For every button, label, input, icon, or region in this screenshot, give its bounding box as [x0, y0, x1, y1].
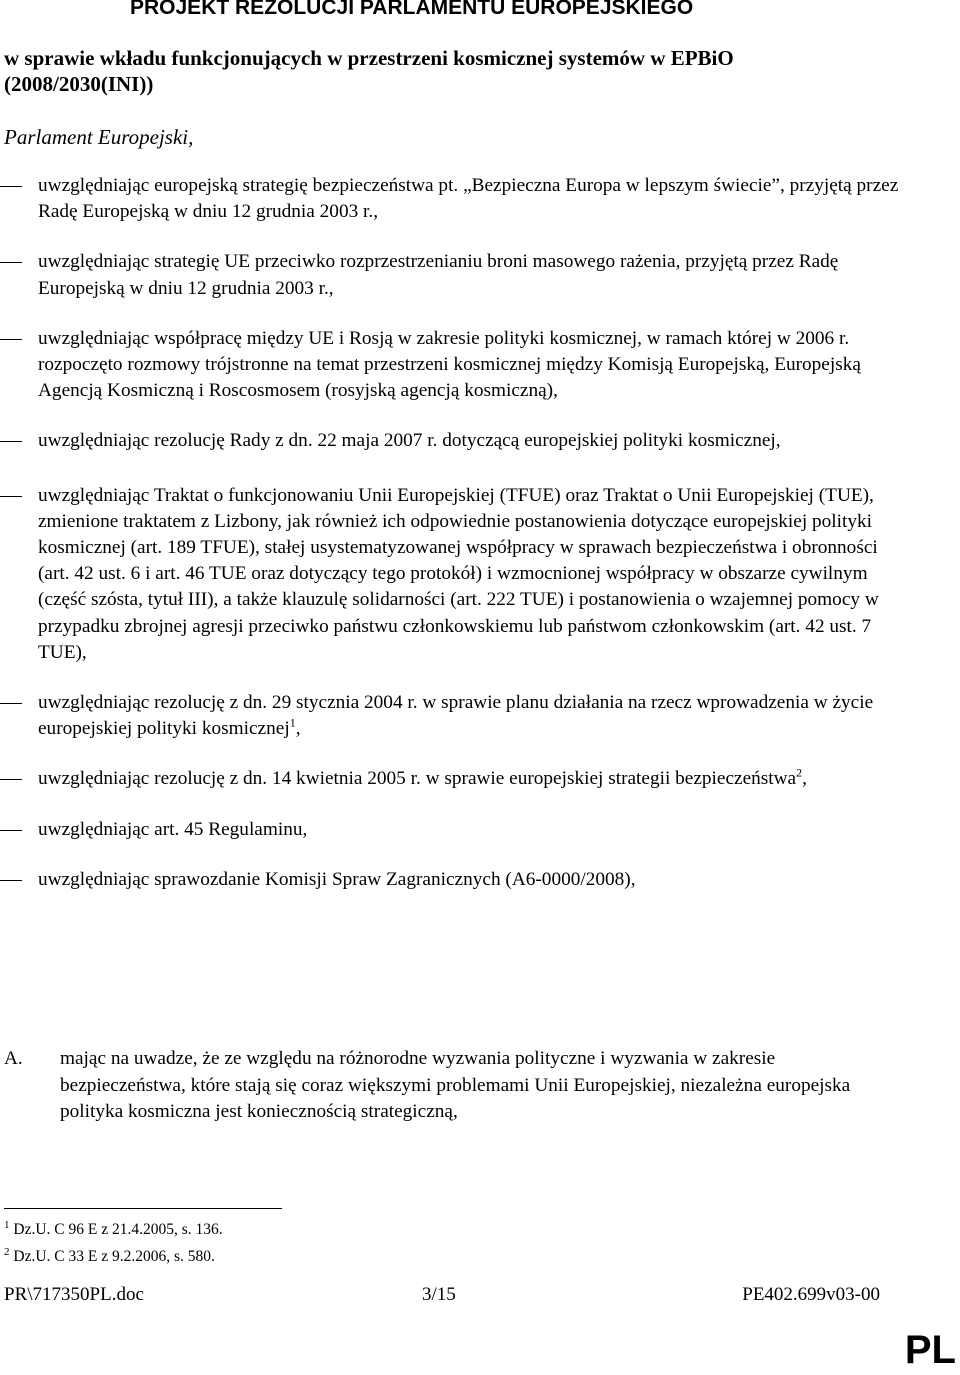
dash-bullet [0, 339, 22, 340]
citation-suffix: , [295, 718, 301, 740]
footnote-text: Dz.U. C 33 E z 9.2.2006, s. 580. [13, 1248, 215, 1266]
dash-bullet [0, 779, 22, 780]
footer-page-number: 3/15 [422, 1284, 456, 1305]
recital-text: mając na uwadze, że ze względu na różnorodne wyzwania polityczne i wyzwania w zakresie bezpieczeństwa, które stają się coraz większymi problemami Unii Europejskiej, niezależna europejska polityka kosmiczna jest koniecznością strategiczną, [60, 1048, 851, 1122]
citation-text: uwzględniając strategię UE przeciwko rozprzestrzenianiu broni masowego rażenia, przyjętą przez Radę Europejską w dniu 12 grudnia 2003 r., [38, 251, 839, 299]
footer-filename: PR\717350PL.doc [4, 1284, 144, 1305]
document-title: PROJEKT REZOLUCJI PARLAMENTU EUROPEJSKIEGO [130, 0, 694, 19]
document-subtitle: w sprawie wkładu funkcjonujących w przestrzeni kosmicznej systemów w EPBiO (2008/2030(INI)) [4, 46, 734, 96]
citation-text: uwzględniając Traktat o funkcjonowaniu Unii Europejskiej (TFUE) oraz Traktat o Unii Europejskiej (TUE), zmienione traktatem z Lizbony, jak również ich odpowiednie postanowienia dotyczące europejskiej polityki kosmicznej (art. 189 TFUE), stałej usystematyzowanej współpracy w sprawach bezpieczeństwa i obronności (art. 42 ust. 6 i art. 46 TUE oraz dotyczący tego protokół) i wzmocnionej współpracy w obszarze cywilnym (część szósta, tytuł III), a także klauzulę solidarności (art. 222 TUE) i postanowienia o wzajemnej pomocy w przypadku zbrojnej agresji przeciwko państwu członkowskiemu lub państwom członkowskim (art. 42 ust. 7 TUE), [38, 484, 879, 663]
dash-bullet [0, 830, 22, 831]
footnotes [4, 1214, 223, 1268]
footnote-text: Dz.U. C 96 E z 21.4.2005, s. 136. [13, 1221, 223, 1239]
citation-item [0, 173, 900, 225]
footnote-ref[interactable]: 2 [796, 766, 803, 781]
citation-suffix: , [802, 768, 807, 790]
citation-text: uwzględniając sprawozdanie Komisji Spraw Zagranicznych (A6-0000/2008), [38, 868, 636, 890]
citation-item [0, 817, 900, 843]
citation-item [0, 867, 900, 893]
citation-item [0, 428, 900, 454]
footnote-number: 1 [4, 1219, 10, 1231]
dash-bullet [0, 880, 22, 881]
citation-item [0, 690, 900, 742]
dash-bullet [0, 441, 22, 442]
footnote-number: 2 [4, 1246, 10, 1259]
dash-bullet [0, 262, 22, 263]
recital-a [4, 1046, 884, 1126]
citation-text: uwzględniając rezolucję z dn. 29 stycznia 2004 r. w sprawie planu działania na rzecz wprowadzenia w życie europejskiej polityki kosmicznej [38, 692, 874, 740]
citation-text: uwzględniając rezolucję z dn. 14 kwietnia 2005 r. w sprawie europejskiej strategii bezpieczeństwa [38, 768, 797, 790]
citation-text: uwzględniając współpracę między UE i Rosją w zakresie polityki kosmicznej, w ramach której w 2006 r. rozpoczęto rozmowy trójstronne na temat przestrzeni kosmicznej między Komisją Europejską, Europejską Agencją Kosmiczną i Roscosmosem (rosyjską agencją kosmiczną), [38, 327, 861, 402]
citation-text: uwzględniając rezolucję Rady z dn. 22 maja 2007 r. dotyczącą europejskiej polityki kosmicznej, [38, 430, 781, 452]
citation-text: uwzględniając europejską strategię bezpieczeństwa pt. „Bezpieczna Europa w lepszym świecie”, przyjętą przez Radę Europejską w dniu 12 grudnia 2003 r., [38, 175, 899, 223]
language-code: PL [904, 1328, 956, 1372]
footer-reference: PE402.699v03-00 [742, 1284, 880, 1305]
citation-item [0, 483, 900, 666]
dash-bullet [0, 496, 22, 497]
citation-item [0, 249, 900, 301]
footnote-ref[interactable]: 1 [289, 715, 296, 730]
citation-text: uwzględniając art. 45 Regulaminu, [38, 818, 308, 840]
parliament-heading: Parlament Europejski, [4, 125, 194, 149]
footnote-item [4, 1241, 223, 1268]
footnote-separator [4, 1208, 282, 1209]
footnote-item [4, 1214, 223, 1241]
citations-list [0, 173, 900, 917]
dash-bullet [0, 703, 22, 704]
citation-item [0, 326, 900, 405]
dash-bullet [0, 186, 22, 187]
recital-letter: A. [4, 1048, 23, 1069]
citation-item [0, 766, 900, 792]
